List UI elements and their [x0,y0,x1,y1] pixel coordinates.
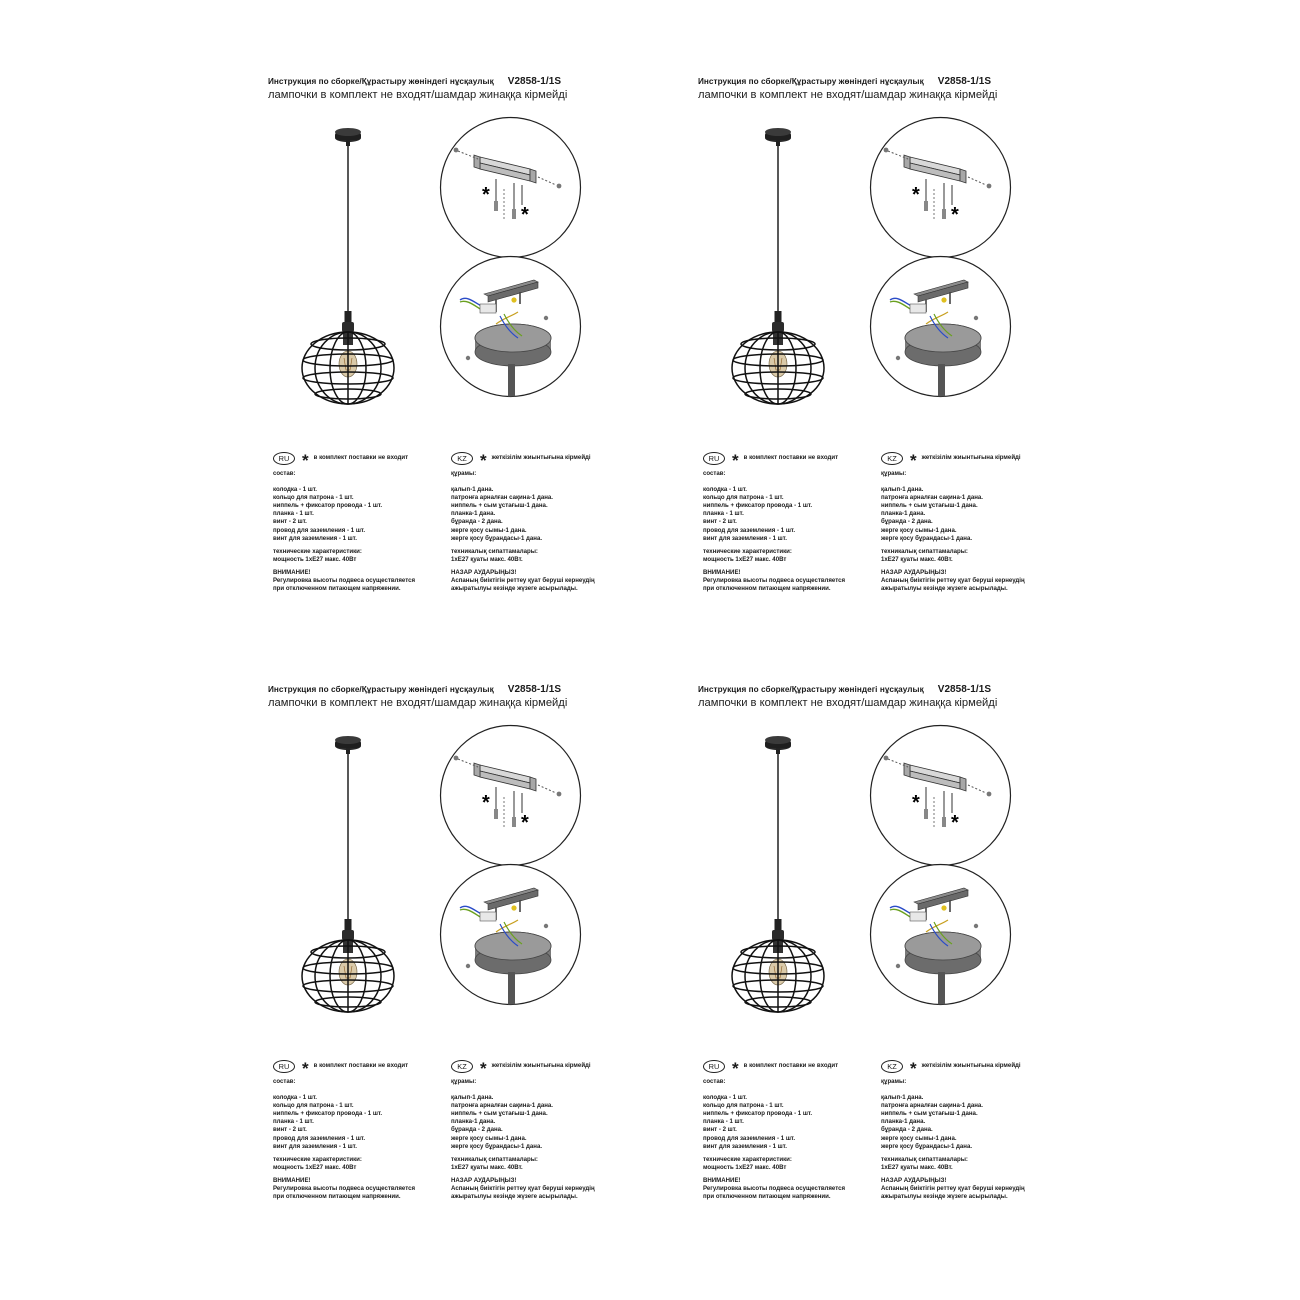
kz-composition-heading: құрамы: [451,1078,477,1085]
instruction-panel-1 [268,46,698,646]
kz-language-badge: KZ [881,452,903,465]
ru-item: колодка - 1 шт. [273,1094,317,1102]
instruction-title-line [268,76,698,87]
kz-star-note: жеткізілім жиынтығына кірмейді [491,453,591,461]
model-number: V2858-1/1S [507,76,562,87]
ru-star-icon: * [732,451,739,470]
ru-spec-value: мощность 1хЕ27 макс. 40Вт [703,555,787,563]
kz-item: бұранда - 2 дана. [881,518,933,526]
ru-spec-value: мощность 1хЕ27 макс. 40Вт [703,1163,787,1171]
instruction-title-line [698,684,1128,695]
kz-warning-heading: НАЗАР АУДАРЫҢЫЗ! [451,568,517,576]
ru-item: ниппель + фиксатор провода - 1 шт. [703,1110,813,1118]
ru-item: планка - 1 шт. [273,510,314,518]
ru-warning-line: при отключенном питающем напряжении. [703,585,831,593]
not-included-star-left: * [482,792,490,814]
ru-warning-line: Регулировка высоты подвеса осуществляется [703,1185,846,1193]
kz-item: жерге қосу сымы-1 дана. [451,1134,527,1142]
kz-item: жерге қосу бұрандасы-1 дана. [451,1142,543,1150]
kz-item: планка-1 дана. [451,1118,496,1126]
kz-item: қалып-1 дана. [881,1094,924,1102]
kz-language-badge: KZ [881,1060,903,1073]
ru-item: кольцо для патрона - 1 шт. [273,1102,354,1110]
kz-star-note: жеткізілім жиынтығына кірмейді [921,1061,1021,1069]
kz-item: қалып-1 дана. [451,1094,494,1102]
model-number: V2858-1/1S [937,76,992,87]
ru-star-icon: * [302,1059,309,1078]
kz-item: қалып-1 дана. [881,486,924,494]
kz-column [881,1059,1091,1201]
ru-item: ниппель + фиксатор провода - 1 шт. [703,502,813,510]
pendant-lamp-illustration [728,126,828,426]
kz-warning-line: ажыратылуы кезінде жүзеге асырылады. [881,1193,1008,1201]
ru-item: колодка - 1 шт. [703,1094,747,1102]
bracket-mounting-diagram [438,115,583,260]
kz-item: ниппель + сым ұстағыш-1 дана. [881,502,978,510]
kz-spec-heading: техникалық сипаттамалары: [451,1155,538,1163]
kz-warning-heading: НАЗАР АУДАРЫҢЫЗ! [451,1176,517,1184]
kz-star-icon: * [480,451,487,470]
kz-item: бұранда - 2 дана. [451,518,503,526]
ru-composition-heading: состав: [273,1078,296,1085]
kz-warning-heading: НАЗАР АУДАРЫҢЫЗ! [881,1176,947,1184]
ru-star-icon: * [302,451,309,470]
kz-spec-value: 1хЕ27 қуаты макс. 40Вт. [451,555,523,563]
ru-warning-heading: ВНИМАНИЕ! [273,1176,311,1184]
bracket-mounting-diagram [868,723,1013,868]
ru-star-note: в комплект поставки не входит [743,453,839,461]
ru-spec-value: мощность 1хЕ27 макс. 40Вт [273,555,357,563]
instruction-panel-4 [698,654,1128,1254]
kz-item: ниппель + сым ұстағыш-1 дана. [451,1110,548,1118]
bulbs-not-included-note: лампочки в комплект не входят/шамдар жинаққа кірмейді [268,697,568,709]
bulbs-not-included-note: лампочки в комплект не входят/шамдар жинаққа кірмейді [698,89,998,101]
kz-spec-value: 1хЕ27 қуаты макс. 40Вт. [451,1163,523,1171]
canopy-wiring-diagram [438,254,583,399]
kz-spec-value: 1хЕ27 қуаты макс. 40Вт. [881,555,953,563]
ru-spec-value: мощность 1хЕ27 макс. 40Вт [273,1163,357,1171]
kz-star-icon: * [480,1059,487,1078]
ru-warning-line: при отключенном питающем напряжении. [273,1193,401,1201]
kz-items-list [881,1094,1091,1151]
kz-item: жерге қосу бұрандасы-1 дана. [451,534,543,542]
ru-item: колодка - 1 шт. [703,486,747,494]
kz-column [451,451,661,593]
kz-item: жерге қосу сымы-1 дана. [881,1134,957,1142]
ru-item: провод для заземления - 1 шт. [273,526,366,534]
ru-composition-heading: состав: [703,470,726,477]
pendant-lamp-illustration [298,734,398,1034]
kz-item: бұранда - 2 дана. [881,1126,933,1134]
ru-star-note: в комплект поставки не входит [313,1061,409,1069]
kz-warning-line: ажыратылуы кезінде жүзеге асырылады. [451,585,578,593]
ru-spec-heading: технические характеристики: [703,1155,792,1163]
not-included-star-left: * [912,792,920,814]
ru-item: ниппель + фиксатор провода - 1 шт. [273,502,383,510]
bracket-mounting-diagram [868,115,1013,260]
ru-item: провод для заземления - 1 шт. [703,526,796,534]
kz-item: бұранда - 2 дана. [451,1126,503,1134]
ru-warning-line: Регулировка высоты подвеса осуществляется [703,577,846,585]
ru-warning-heading: ВНИМАНИЕ! [273,568,311,576]
kz-item: планка-1 дана. [881,1118,926,1126]
not-included-star-left: * [482,184,490,206]
ru-language-badge: RU [703,1060,725,1073]
ru-warning-heading: ВНИМАНИЕ! [703,568,741,576]
ru-item: винт - 2 шт. [703,1126,737,1134]
ru-warning-line: Регулировка высоты подвеса осуществляется [273,1185,416,1193]
model-number: V2858-1/1S [937,684,992,695]
not-included-star-left: * [912,184,920,206]
kz-spec-value: 1хЕ27 қуаты макс. 40Вт. [881,1163,953,1171]
ru-language-badge: RU [703,452,725,465]
kz-composition-heading: құрамы: [881,470,907,477]
ru-items-list [273,1094,448,1151]
not-included-star-right: * [951,204,959,226]
ru-star-icon: * [732,1059,739,1078]
ru-composition-heading: состав: [703,1078,726,1085]
kz-warning-line: ажыратылуы кезінде жүзеге асырылады. [451,1193,578,1201]
kz-language-badge: KZ [451,452,473,465]
pendant-lamp-illustration [298,126,398,426]
instruction-panel-3 [268,654,698,1254]
ru-warning-line: при отключенном питающем напряжении. [273,585,401,593]
ru-items-list [703,1094,878,1151]
ru-item: винт - 2 шт. [703,518,737,526]
ru-star-note: в комплект поставки не входит [313,453,409,461]
kz-items-list [451,486,661,543]
kz-item: ниппель + сым ұстағыш-1 дана. [881,1110,978,1118]
ru-items-list [703,486,878,543]
canopy-wiring-diagram [438,862,583,1007]
kz-star-note: жеткізілім жиынтығына кірмейді [921,453,1021,461]
kz-warning-line: Аспаның биіктігін реттеу қуат беруші кернеудің [881,577,1025,585]
ru-spec-heading: технические характеристики: [273,547,362,555]
bulbs-not-included-note: лампочки в комплект не входят/шамдар жинаққа кірмейді [268,89,568,101]
kz-language-badge: KZ [451,1060,473,1073]
ru-item: винт - 2 шт. [273,518,307,526]
ru-item: винт для заземления - 1 шт. [273,534,357,542]
ru-column [273,1059,448,1201]
kz-item: патронға арналған сақина-1 дана. [881,494,984,502]
kz-item: планка-1 дана. [881,510,926,518]
ru-column [703,451,878,593]
ru-item: провод для заземления - 1 шт. [703,1134,796,1142]
instruction-title: Инструкция по сборке/Құрастыру жөніндегі нұсқаулық [698,77,924,86]
ru-item: винт для заземления - 1 шт. [273,1142,357,1150]
kz-item: жерге қосу сымы-1 дана. [881,526,957,534]
kz-items-list [881,486,1091,543]
ru-language-badge: RU [273,1060,295,1073]
kz-column [881,451,1091,593]
ru-warning-line: при отключенном питающем напряжении. [703,1193,831,1201]
canopy-wiring-diagram [868,254,1013,399]
kz-star-icon: * [910,451,917,470]
ru-item: винт для заземления - 1 шт. [703,1142,787,1150]
ru-column [273,451,448,593]
not-included-star-right: * [521,812,529,834]
instruction-title: Инструкция по сборке/Құрастыру жөніндегі нұсқаулық [268,77,494,86]
ru-star-note: в комплект поставки не входит [743,1061,839,1069]
not-included-star-right: * [521,204,529,226]
canopy-wiring-diagram [868,862,1013,1007]
kz-warning-heading: НАЗАР АУДАРЫҢЫЗ! [881,568,947,576]
kz-warning-line: Аспаның биіктігін реттеу қуат беруші кернеудің [451,1185,595,1193]
kz-item: жерге қосу бұрандасы-1 дана. [881,534,973,542]
kz-warning-line: Аспаның биіктігін реттеу қуат беруші кернеудің [881,1185,1025,1193]
ru-item: планка - 1 шт. [273,1118,314,1126]
ru-item: провод для заземления - 1 шт. [273,1134,366,1142]
ru-spec-heading: технические характеристики: [273,1155,362,1163]
kz-item: ниппель + сым ұстағыш-1 дана. [451,502,548,510]
kz-spec-heading: техникалық сипаттамалары: [451,547,538,555]
kz-item: патронға арналған сақина-1 дана. [881,1102,984,1110]
kz-item: патронға арналған сақина-1 дана. [451,1102,554,1110]
ru-item: винт для заземления - 1 шт. [703,534,787,542]
kz-item: планка-1 дана. [451,510,496,518]
kz-items-list [451,1094,661,1151]
ru-item: винт - 2 шт. [273,1126,307,1134]
kz-star-icon: * [910,1059,917,1078]
kz-warning-line: Аспаның биіктігін реттеу қуат беруші кернеудің [451,577,595,585]
ru-item: планка - 1 шт. [703,510,744,518]
instruction-title-line [698,76,1128,87]
kz-item: қалып-1 дана. [451,486,494,494]
kz-column [451,1059,661,1201]
ru-language-badge: RU [273,452,295,465]
kz-warning-line: ажыратылуы кезінде жүзеге асырылады. [881,585,1008,593]
kz-spec-heading: техникалық сипаттамалары: [881,1155,968,1163]
ru-item: кольцо для патрона - 1 шт. [703,1102,784,1110]
model-number: V2858-1/1S [507,684,562,695]
instruction-panel-2 [698,46,1128,646]
ru-column [703,1059,878,1201]
pendant-lamp-illustration [728,734,828,1034]
instruction-title: Инструкция по сборке/Құрастыру жөніндегі нұсқаулық [268,685,494,694]
kz-composition-heading: құрамы: [881,1078,907,1085]
ru-item: ниппель + фиксатор провода - 1 шт. [273,1110,383,1118]
bulbs-not-included-note: лампочки в комплект не входят/шамдар жинаққа кірмейді [698,697,998,709]
ru-warning-line: Регулировка высоты подвеса осуществляется [273,577,416,585]
instruction-title-line [268,684,698,695]
ru-item: кольцо для патрона - 1 шт. [703,494,784,502]
kz-item: жерге қосу сымы-1 дана. [451,526,527,534]
ru-item: планка - 1 шт. [703,1118,744,1126]
kz-spec-heading: техникалық сипаттамалары: [881,547,968,555]
bracket-mounting-diagram [438,723,583,868]
ru-item: колодка - 1 шт. [273,486,317,494]
kz-star-note: жеткізілім жиынтығына кірмейді [491,1061,591,1069]
kz-composition-heading: құрамы: [451,470,477,477]
ru-warning-heading: ВНИМАНИЕ! [703,1176,741,1184]
instruction-title: Инструкция по сборке/Құрастыру жөніндегі нұсқаулық [698,685,924,694]
kz-item: жерге қосу бұрандасы-1 дана. [881,1142,973,1150]
ru-items-list [273,486,448,543]
ru-composition-heading: состав: [273,470,296,477]
not-included-star-right: * [951,812,959,834]
kz-item: патронға арналған сақина-1 дана. [451,494,554,502]
ru-spec-heading: технические характеристики: [703,547,792,555]
ru-item: кольцо для патрона - 1 шт. [273,494,354,502]
